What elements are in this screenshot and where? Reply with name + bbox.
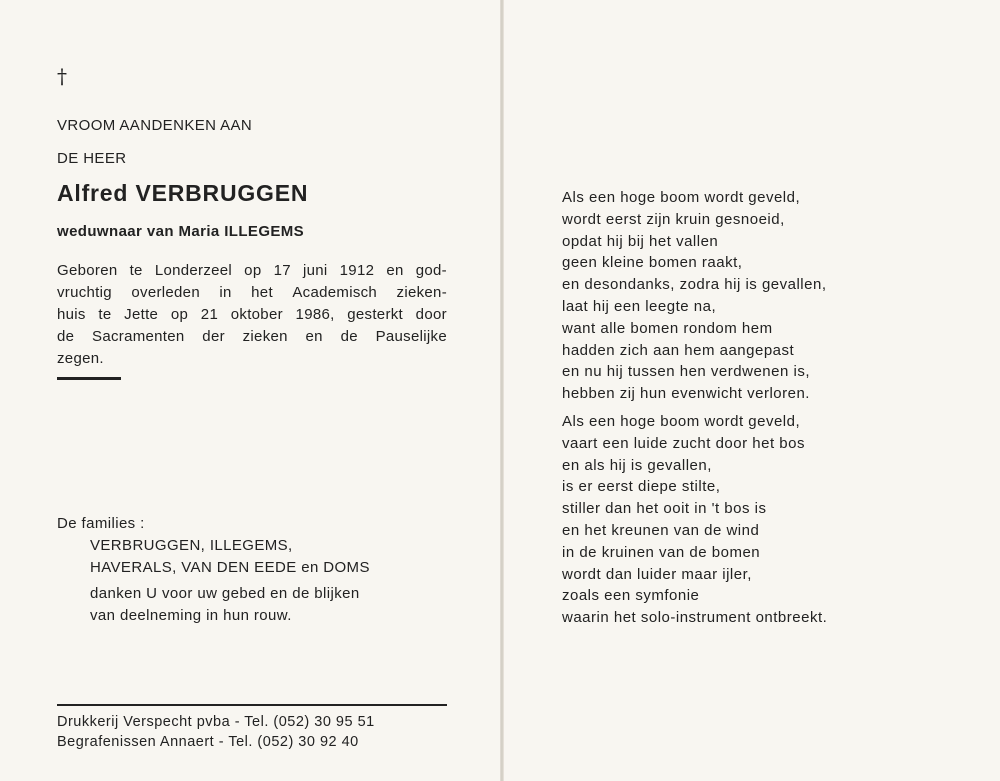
poem-line: en nu hij tussen hen verdwenen is, xyxy=(562,363,810,381)
biography-word: te xyxy=(129,262,143,279)
biography-word: te xyxy=(98,306,112,323)
biography-word: zegen. xyxy=(57,350,104,367)
widower-line: weduwnaar van Maria ILLEGEMS xyxy=(57,223,305,240)
poem-line: Als een hoge boom wordt geveld, xyxy=(562,189,801,206)
printer-line-1: Drukkerij Verspecht pvba - Tel. (052) 30 95 51 xyxy=(57,714,375,730)
memorial-heading: VROOM AANDENKEN AAN xyxy=(57,117,253,134)
biography-word: Geboren xyxy=(57,262,118,279)
footer-divider xyxy=(57,704,447,706)
thanks-line-1: danken U voor uw gebed en de blijken xyxy=(90,585,360,602)
biography-word: 17 xyxy=(273,262,291,279)
biography-word: oktober xyxy=(230,306,283,323)
deceased-name: Alfred VERBRUGGEN xyxy=(57,180,309,206)
biography-word: en xyxy=(305,328,323,345)
biography-line xyxy=(57,282,447,304)
biography-word: Sacramenten xyxy=(92,328,185,345)
biography-word: Jette xyxy=(124,306,159,323)
biography-line xyxy=(57,304,447,326)
biography-word: op xyxy=(244,262,262,279)
biography-word: in xyxy=(219,284,232,301)
poem-line: en desondanks, zodra hij is gevallen, xyxy=(562,276,827,294)
biography-line xyxy=(57,326,447,348)
poem-line: stiller dan het ooit in 't bos is xyxy=(562,500,767,518)
printer-line-2: Begrafenissen Annaert - Tel. (052) 30 92 40 xyxy=(57,734,359,750)
families-line-2: HAVERALS, VAN DEN EEDE en DOMS xyxy=(90,559,370,576)
biography-word: door xyxy=(415,306,447,323)
poem-line: vaart een luide zucht door het bos xyxy=(562,434,805,452)
short-divider xyxy=(57,377,121,380)
poem-line: geen kleine bomen raakt, xyxy=(562,254,743,272)
poem-line: en het kreunen van de wind xyxy=(562,521,760,539)
biography-word: zieken xyxy=(242,328,288,345)
biography-word: god- xyxy=(415,262,447,279)
poem-line: wordt eerst zijn kruin gesnoeid, xyxy=(562,210,785,228)
poem-line: opdat hij bij het vallen xyxy=(562,232,719,250)
poem-line: in de kruinen van de bomen xyxy=(562,543,761,561)
poem-line: waarin het solo-instrument ontbreekt. xyxy=(562,609,828,627)
poem-line: hebben zij hun evenwicht verloren. xyxy=(562,385,810,403)
honorific: DE HEER xyxy=(57,150,127,167)
cross-symbol: † xyxy=(57,64,67,88)
poem-line: hadden zich aan hem aangepast xyxy=(562,341,795,359)
biography-paragraph xyxy=(57,260,447,370)
biography-word: 21 xyxy=(200,306,219,323)
thanks-line-2: van deelneming in hun rouw. xyxy=(90,607,292,624)
biography-word: vruchtig xyxy=(57,284,112,301)
biography-word: op xyxy=(170,306,189,323)
biography-word: der xyxy=(202,328,225,345)
biography-word: overleden xyxy=(131,284,200,301)
biography-word: 1986, xyxy=(295,306,335,323)
families-label: De families : xyxy=(57,515,145,532)
biography-word: het xyxy=(251,284,273,301)
biography-word: Academisch xyxy=(292,284,378,301)
biography-word: zieken- xyxy=(396,284,447,301)
biography-word: juni xyxy=(302,262,328,279)
card-fold xyxy=(500,0,504,781)
poem-line: want alle bomen rondom hem xyxy=(562,319,773,337)
poem-line: wordt dan luider maar ijler, xyxy=(562,565,752,583)
poem-line: is er eerst diepe stilte, xyxy=(562,478,721,496)
biography-word: Londerzeel xyxy=(154,262,233,279)
biography-word: de xyxy=(340,328,358,345)
poem-line: laat hij een leegte na, xyxy=(562,297,717,315)
poem-line: en als hij is gevallen, xyxy=(562,456,712,474)
poem-stanza-1 xyxy=(562,187,882,405)
poem-stanza-2 xyxy=(562,411,882,629)
biography-word: huis xyxy=(57,306,86,323)
biography-word: en xyxy=(386,262,404,279)
poem-line: Als een hoge boom wordt geveld, xyxy=(562,413,801,430)
poem-line: zoals een symfonie xyxy=(562,587,700,605)
biography-line xyxy=(57,348,447,370)
biography-line xyxy=(57,260,447,282)
biography-word: 1912 xyxy=(339,262,375,279)
families-line-1: VERBRUGGEN, ILLEGEMS, xyxy=(90,537,293,554)
biography-word: Pauselijke xyxy=(375,328,447,345)
biography-word: de xyxy=(57,328,75,345)
biography-word: gesterkt xyxy=(347,306,404,323)
